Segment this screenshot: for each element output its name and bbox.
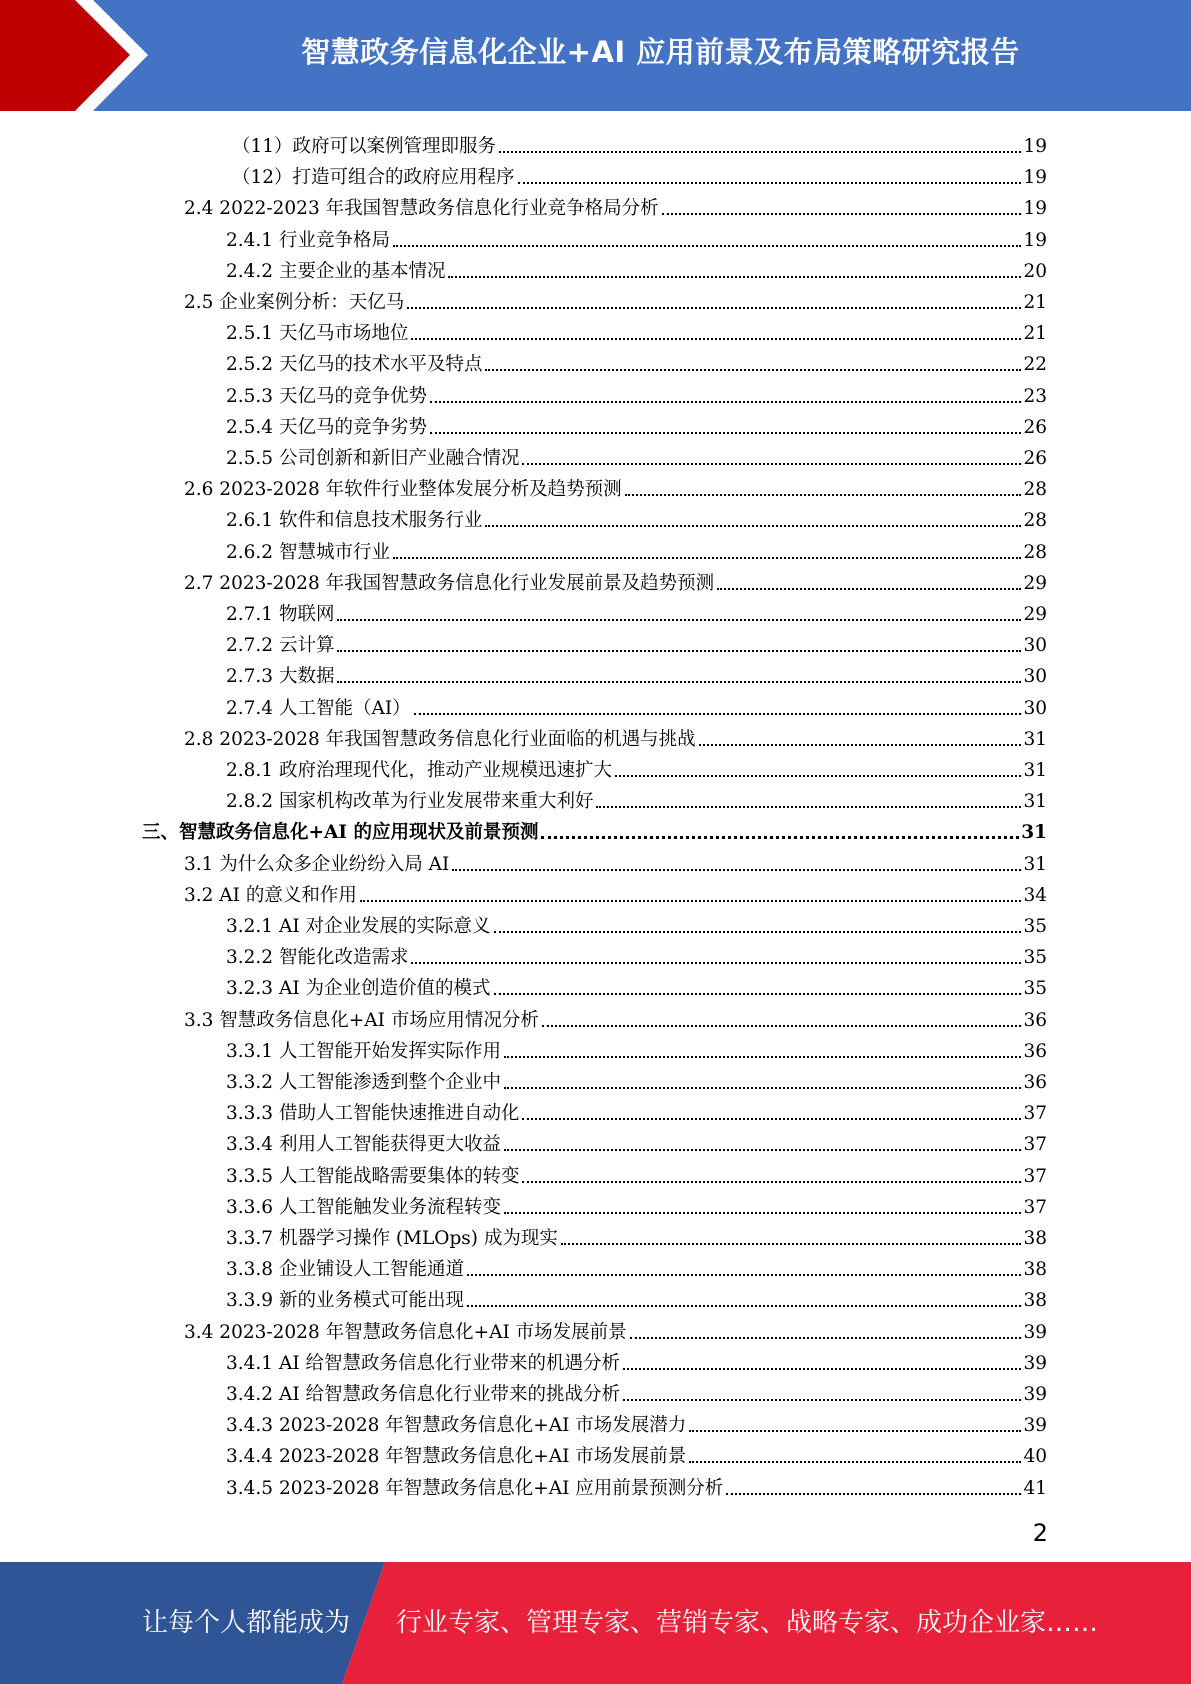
toc-entry-title: 3.4.1 AI 给智慧政务信息化行业带来的机遇分析 bbox=[226, 1352, 621, 1374]
toc-entry-page: 29 bbox=[1023, 604, 1047, 625]
toc-entry-page: 30 bbox=[1023, 635, 1047, 657]
toc-entry[interactable] bbox=[226, 689, 1047, 720]
toc-entry[interactable] bbox=[184, 1313, 1047, 1344]
toc-dot-leader bbox=[623, 1399, 1021, 1401]
toc-dot-leader bbox=[407, 307, 1021, 309]
toc-entry-title: 3.4.3 2023-2028 年智慧政务信息化+AI 市场发展潜力 bbox=[226, 1415, 687, 1437]
toc-entry-title: 3.1 为什么众多企业纷纷入局 AI bbox=[184, 853, 450, 875]
toc-entry-page: 29 bbox=[1023, 572, 1047, 594]
toc-entry[interactable] bbox=[226, 1157, 1047, 1188]
toc-entry-title: 2.5.2 天亿马的技术水平及特点 bbox=[226, 354, 483, 376]
toc-entry-title: （12）打造可组合的政府应用程序 bbox=[232, 167, 515, 189]
toc-entry-title: 3.3.6 人工智能触发业务流程转变 bbox=[226, 1196, 501, 1218]
toc-entry[interactable] bbox=[226, 626, 1047, 657]
toc-entry-page: 21 bbox=[1023, 292, 1047, 313]
toc-dot-leader bbox=[717, 588, 1021, 590]
toc-dot-leader bbox=[452, 869, 1021, 871]
toc-entry-page: 37 bbox=[1023, 1103, 1047, 1125]
document-title: 智慧政务信息化企业+AI 应用前景及布局策略研究报告 bbox=[301, 34, 1020, 69]
toc-entry-title: 2.6.1 软件和信息技术服务行业 bbox=[226, 510, 483, 532]
toc-entry[interactable] bbox=[184, 283, 1047, 314]
toc-entry-page: 31 bbox=[1023, 791, 1047, 813]
toc-dot-leader bbox=[522, 463, 1021, 465]
toc-entry-title: 3.3.3 借助人工智能快速推进自动化 bbox=[226, 1103, 520, 1125]
page-number: 2 bbox=[1032, 1519, 1048, 1547]
toc-entry-page: 30 bbox=[1023, 697, 1047, 719]
toc-entry-title: 2.4.2 主要企业的基本情况 bbox=[226, 260, 446, 282]
toc-entry-page: 22 bbox=[1023, 354, 1047, 376]
toc-entry[interactable] bbox=[226, 314, 1047, 345]
toc-entry[interactable] bbox=[226, 1344, 1047, 1375]
toc-dot-leader bbox=[337, 619, 1021, 621]
toc-entry-title: 2.5.1 天亿马市场地位 bbox=[226, 323, 409, 345]
toc-entry-page: 19 bbox=[1023, 229, 1047, 251]
toc-entry-title: 3.3.7 机器学习操作 (MLOps) 成为现实 bbox=[226, 1228, 558, 1249]
toc-entry-title: 3.4.4 2023-2028 年智慧政务信息化+AI 市场发展前景 bbox=[226, 1446, 687, 1468]
toc-entry[interactable] bbox=[226, 751, 1047, 782]
toc-entry[interactable] bbox=[184, 470, 1047, 501]
toc-entry-title: 三、智慧政务信息化+AI 的应用现状及前景预测 bbox=[142, 822, 539, 844]
toc-dot-leader bbox=[625, 494, 1022, 496]
toc-entry[interactable] bbox=[226, 1188, 1047, 1219]
toc-entry[interactable] bbox=[226, 1063, 1047, 1094]
toc-entry[interactable] bbox=[226, 408, 1047, 439]
toc-dot-leader bbox=[430, 432, 1021, 434]
toc-entry-title: 3.2.3 AI 为企业创造价值的模式 bbox=[226, 978, 491, 1000]
toc-entry-page: 28 bbox=[1023, 510, 1047, 532]
toc-entry-title: 2.5.4 天亿马的竞争劣势 bbox=[226, 416, 427, 438]
toc-entry[interactable] bbox=[226, 377, 1047, 408]
toc-entry-page: 34 bbox=[1023, 884, 1047, 906]
toc-entry[interactable] bbox=[226, 1250, 1047, 1281]
toc-entry-page: 36 bbox=[1023, 1040, 1047, 1062]
toc-entry-title: 2.6.2 智慧城市行业 bbox=[226, 541, 390, 563]
page-footer bbox=[0, 1562, 1191, 1684]
toc-entry[interactable] bbox=[184, 564, 1047, 595]
toc-dot-leader bbox=[623, 1368, 1021, 1370]
toc-entry-page: 31 bbox=[1023, 760, 1047, 781]
toc-entry-page: 36 bbox=[1023, 1072, 1047, 1093]
toc-entry-page: 35 bbox=[1023, 978, 1047, 1000]
toc-entry-title: 2.6 2023-2028 年软件行业整体发展分析及趋势预测 bbox=[184, 479, 622, 501]
toc-entry-title: 3.2.2 智能化改造需求 bbox=[226, 947, 409, 969]
toc-entry-page: 35 bbox=[1023, 947, 1047, 969]
footer-slogan-left: 让每个人都能成为 bbox=[142, 1608, 351, 1638]
toc-entry-page: 28 bbox=[1023, 541, 1047, 563]
toc-dot-leader bbox=[430, 401, 1021, 403]
toc-entry-title: 3.4.5 2023-2028 年智慧政务信息化+AI 应用前景预测分析 bbox=[226, 1477, 724, 1499]
toc-entry[interactable] bbox=[226, 1406, 1047, 1437]
toc-dot-leader bbox=[494, 931, 1022, 933]
toc-dot-leader bbox=[504, 1087, 1021, 1089]
toc-entry-title: 2.5 企业案例分析：天亿马 bbox=[184, 292, 405, 313]
toc-entry-title: 2.8.1 政府治理现代化，推动产业规模迅速扩大 bbox=[226, 760, 612, 781]
toc-dot-leader bbox=[522, 1118, 1021, 1120]
toc-entry[interactable] bbox=[226, 969, 1047, 1000]
toc-entry-title: 2.7 2023-2028 年我国智慧政务信息化行业发展前景及趋势预测 bbox=[184, 572, 715, 594]
toc-entry-title: 3.3.5 人工智能战略需要集体的转变 bbox=[226, 1165, 520, 1187]
toc-entry[interactable] bbox=[184, 189, 1047, 220]
toc-dot-leader bbox=[494, 993, 1022, 995]
toc-entry[interactable] bbox=[226, 1125, 1047, 1156]
toc-dot-leader bbox=[411, 338, 1021, 340]
toc-dot-leader bbox=[499, 151, 1021, 153]
toc-dot-leader bbox=[337, 650, 1021, 652]
toc-dot-leader bbox=[689, 1461, 1021, 1463]
toc-entry-page: 31 bbox=[1021, 822, 1047, 844]
toc-dot-leader bbox=[542, 1025, 1022, 1027]
toc-entry[interactable] bbox=[226, 1281, 1047, 1312]
toc-entry-title: 2.7.4 人工智能（AI） bbox=[226, 697, 411, 719]
toc-entry-page: 39 bbox=[1023, 1384, 1047, 1405]
toc-entry[interactable] bbox=[226, 439, 1047, 470]
toc-entry-title: 2.7.2 云计算 bbox=[226, 635, 335, 657]
toc-entry-title: 2.4.1 行业竞争格局 bbox=[226, 229, 390, 251]
toc-dot-leader bbox=[504, 1056, 1021, 1058]
toc-entry-page: 28 bbox=[1023, 479, 1047, 501]
toc-dot-leader bbox=[518, 182, 1022, 184]
toc-entry[interactable] bbox=[184, 1001, 1047, 1032]
toc-entry[interactable] bbox=[226, 907, 1047, 938]
toc-entry-title: 3.4.2 AI 给智慧政务信息化行业带来的挑战分析 bbox=[226, 1384, 621, 1405]
toc-entry-page: 38 bbox=[1023, 1290, 1047, 1312]
toc-entry[interactable] bbox=[226, 657, 1047, 688]
toc-dot-leader bbox=[522, 1181, 1021, 1183]
toc-dot-leader bbox=[411, 962, 1021, 964]
toc-entry-title: （11）政府可以案例管理即服务 bbox=[232, 136, 497, 157]
toc-entry[interactable] bbox=[232, 127, 1047, 158]
toc-entry-title: 3.3 智慧政务信息化+AI 市场应用情况分析 bbox=[184, 1009, 539, 1031]
toc-entry[interactable] bbox=[226, 252, 1047, 283]
toc-dot-leader bbox=[630, 1337, 1022, 1339]
toc-entry[interactable] bbox=[226, 1219, 1047, 1250]
toc-dot-leader bbox=[393, 245, 1021, 247]
toc-entry-page: 39 bbox=[1023, 1321, 1047, 1343]
toc-entry-title: 3.3.9 新的业务模式可能出现 bbox=[226, 1290, 464, 1312]
toc-dot-leader bbox=[596, 806, 1021, 808]
toc-dot-leader bbox=[337, 681, 1021, 683]
toc-entry-page: 37 bbox=[1023, 1134, 1047, 1156]
toc-entry-page: 19 bbox=[1023, 136, 1047, 157]
toc-entry-page: 20 bbox=[1023, 260, 1047, 282]
toc-entry[interactable] bbox=[226, 501, 1047, 532]
toc-entry-title: 2.7.1 物联网 bbox=[226, 604, 335, 625]
toc-entry-page: 21 bbox=[1023, 323, 1047, 345]
toc-dot-leader bbox=[414, 713, 1022, 715]
toc-dot-leader bbox=[393, 557, 1021, 559]
toc-dot-leader bbox=[360, 900, 1022, 902]
toc-entry-page: 35 bbox=[1023, 916, 1047, 937]
toc-entry-page: 30 bbox=[1023, 666, 1047, 688]
toc-entry-title: 2.7.3 大数据 bbox=[226, 666, 335, 688]
header-arrow-decoration bbox=[0, 0, 160, 111]
toc-entry-page: 37 bbox=[1023, 1165, 1047, 1187]
toc-dot-leader bbox=[504, 1149, 1021, 1151]
toc-entry[interactable] bbox=[226, 1375, 1047, 1406]
toc-entry-title: 2.4 2022-2023 年我国智慧政务信息化行业竞争格局分析 bbox=[184, 198, 659, 220]
toc-entry-page: 41 bbox=[1023, 1477, 1047, 1499]
toc-entry-page: 40 bbox=[1023, 1446, 1047, 1468]
toc-entry[interactable] bbox=[226, 345, 1047, 376]
toc-entry[interactable] bbox=[226, 1032, 1047, 1063]
toc-entry[interactable] bbox=[226, 938, 1047, 969]
toc-entry-title: 2.8.2 国家机构改革为行业发展带来重大利好 bbox=[226, 791, 594, 813]
toc-dot-leader bbox=[662, 213, 1022, 215]
toc-entry-page: 39 bbox=[1023, 1415, 1047, 1437]
toc-entry[interactable] bbox=[226, 533, 1047, 564]
toc-dot-leader bbox=[467, 1274, 1021, 1276]
toc-entry-page: 26 bbox=[1023, 416, 1047, 438]
toc-dot-leader bbox=[448, 276, 1021, 278]
toc-entry[interactable] bbox=[226, 782, 1047, 813]
toc-entry[interactable] bbox=[142, 813, 1047, 844]
toc-dot-leader bbox=[726, 1493, 1021, 1495]
toc-entry[interactable] bbox=[184, 845, 1047, 876]
toc-entry-page: 37 bbox=[1023, 1196, 1047, 1218]
toc-dot-leader bbox=[485, 369, 1021, 371]
toc-dot-leader bbox=[699, 744, 1022, 746]
toc-entry[interactable] bbox=[184, 876, 1047, 907]
toc-dot-leader bbox=[689, 1430, 1021, 1432]
footer-slogan-right: 行业专家、管理专家、营销专家、战略专家、成功企业家…… bbox=[396, 1608, 1099, 1638]
toc-entry-page: 19 bbox=[1023, 167, 1047, 189]
toc-dot-leader bbox=[561, 1243, 1022, 1245]
toc-entry-title: 2.8 2023-2028 年我国智慧政务信息化行业面临的机遇与挑战 bbox=[184, 728, 696, 750]
toc-entry-title: 2.5.5 公司创新和新旧产业融合情况 bbox=[226, 448, 520, 469]
toc-entry-title: 3.2 AI 的意义和作用 bbox=[184, 884, 357, 906]
toc-entry-title: 3.3.1 人工智能开始发挥实际作用 bbox=[226, 1040, 501, 1062]
toc-entry-title: 2.5.3 天亿马的竞争优势 bbox=[226, 385, 427, 407]
toc-entry-page: 31 bbox=[1023, 853, 1047, 875]
toc-entry[interactable] bbox=[226, 221, 1047, 252]
page-header bbox=[0, 0, 1191, 111]
toc-entry[interactable] bbox=[226, 1437, 1047, 1468]
toc-entry-page: 38 bbox=[1023, 1228, 1047, 1249]
toc-dot-leader bbox=[615, 775, 1021, 777]
toc-entry[interactable] bbox=[232, 158, 1047, 189]
toc-entry-page: 38 bbox=[1023, 1259, 1047, 1281]
toc-entry[interactable] bbox=[226, 1094, 1047, 1125]
toc-dot-leader bbox=[485, 525, 1021, 527]
toc-entry[interactable] bbox=[226, 595, 1047, 626]
toc-entry-title: 3.2.1 AI 对企业发展的实际意义 bbox=[226, 916, 491, 937]
toc-entry[interactable] bbox=[184, 720, 1047, 751]
toc-entry-page: 23 bbox=[1023, 385, 1047, 407]
toc-entry-title: 3.4 2023-2028 年智慧政务信息化+AI 市场发展前景 bbox=[184, 1321, 627, 1343]
toc-entry-title: 3.3.2 人工智能渗透到整个企业中 bbox=[226, 1072, 501, 1093]
toc-dot-leader bbox=[467, 1305, 1021, 1307]
toc-entry-title: 3.3.4 利用人工智能获得更大收益 bbox=[226, 1134, 501, 1156]
toc-dot-leader bbox=[504, 1212, 1021, 1214]
toc-entry-page: 39 bbox=[1023, 1352, 1047, 1374]
toc-dot-leader bbox=[541, 836, 1019, 839]
toc-entry-page: 36 bbox=[1023, 1009, 1047, 1031]
toc-entry-page: 26 bbox=[1023, 448, 1047, 469]
toc-entry-title: 3.3.8 企业铺设人工智能通道 bbox=[226, 1259, 464, 1281]
toc-entry[interactable] bbox=[226, 1469, 1047, 1500]
toc-entry-page: 31 bbox=[1023, 728, 1047, 750]
toc-entry-page: 19 bbox=[1023, 198, 1047, 220]
